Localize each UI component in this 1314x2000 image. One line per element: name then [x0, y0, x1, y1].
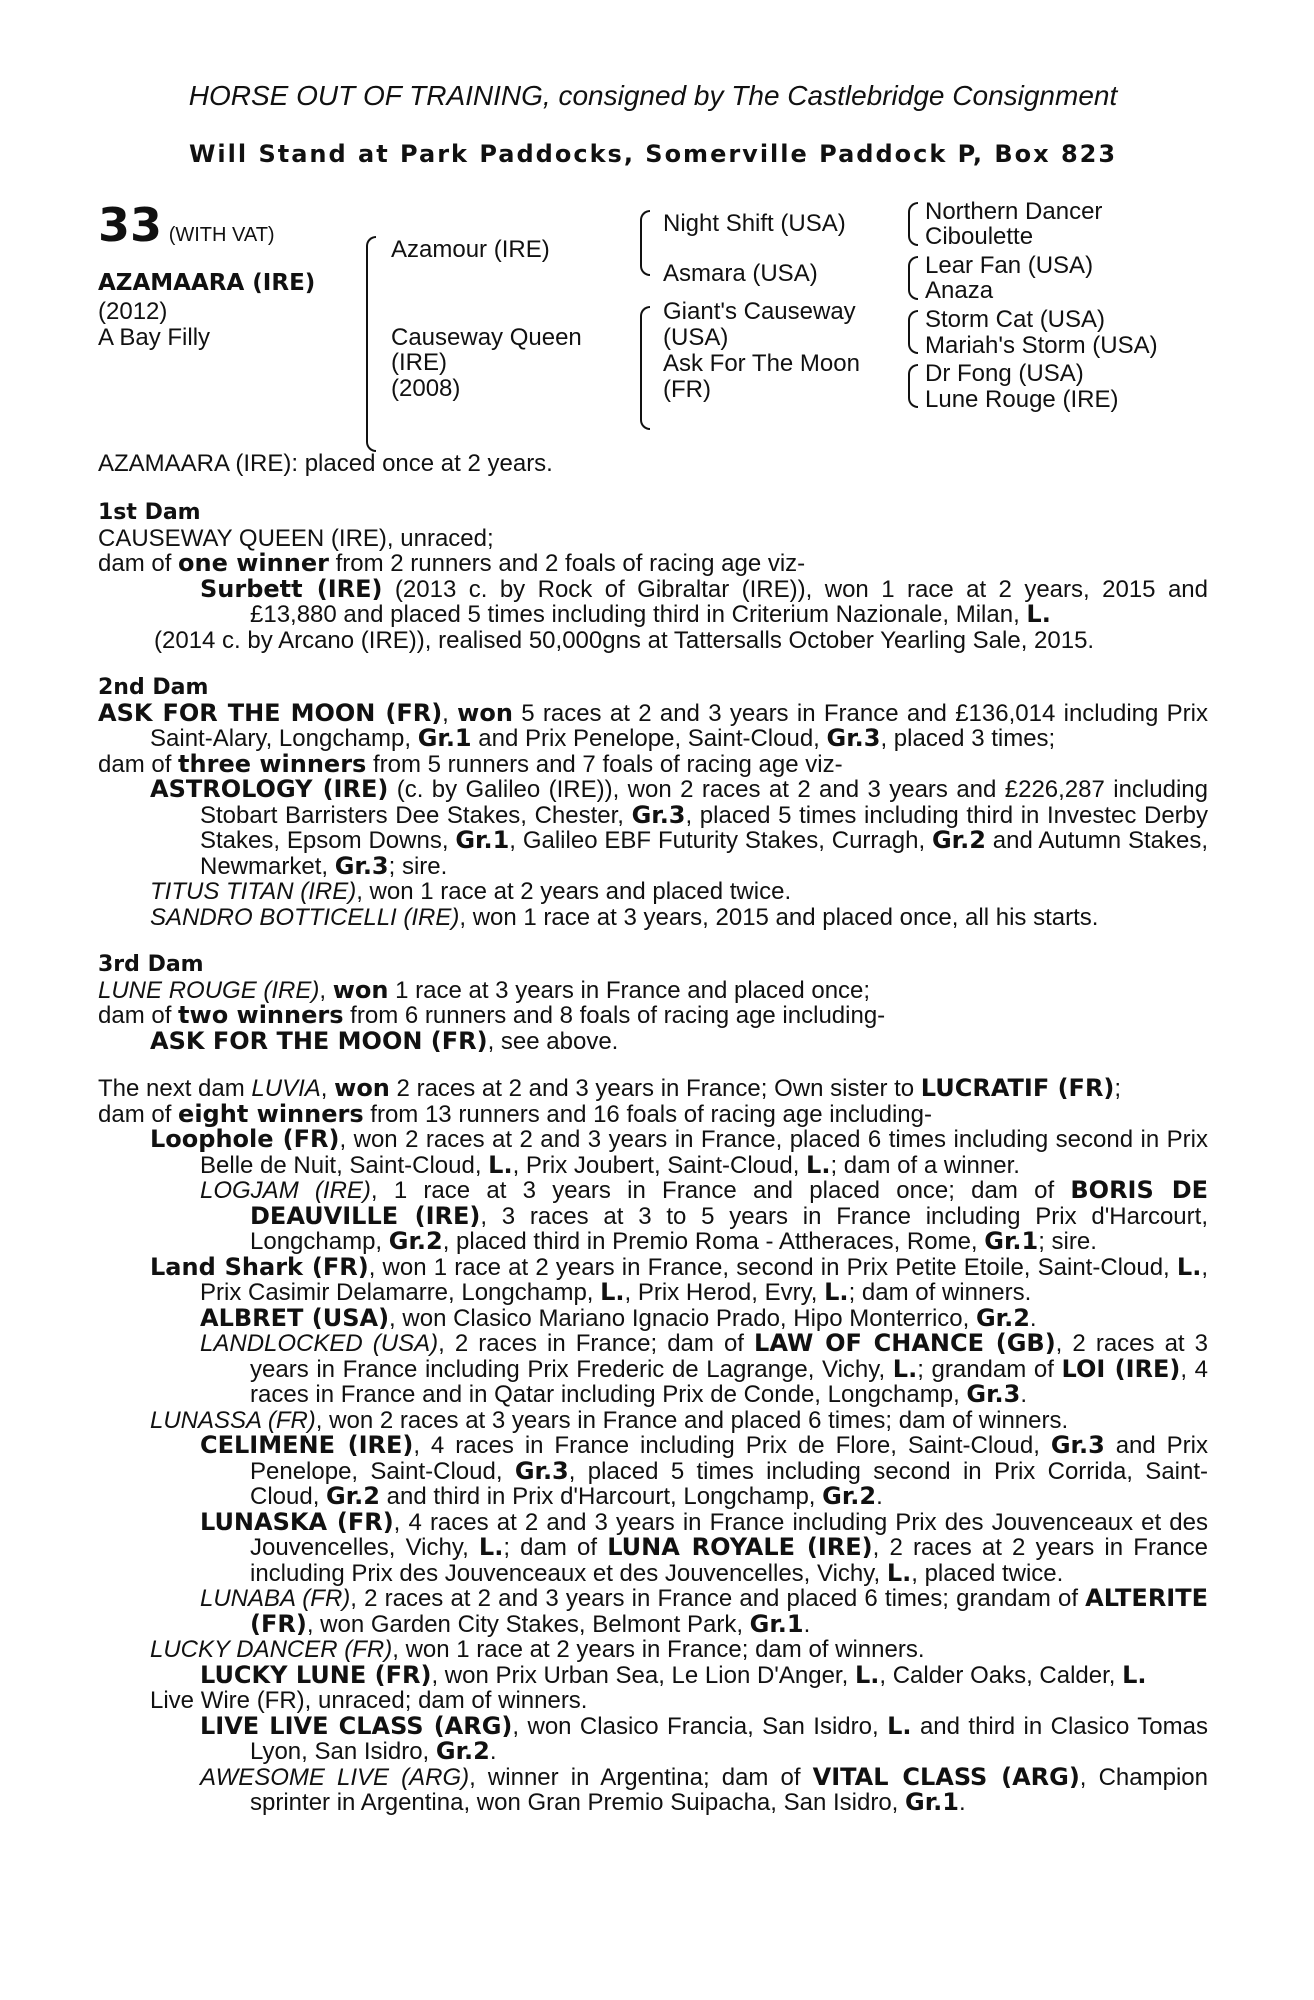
- catalogue-page: [98, 80, 1208, 1816]
- brace-g3-4: [908, 364, 918, 408]
- brace-gen1: [366, 236, 376, 452]
- brace-dam: [640, 306, 650, 430]
- produce-landshark: Land Shark (FR), won 1 race at 2 years in France, second in Prix Petite Etoile, Saint-Cloud, L., Prix Casimir Delamarre, Longchamp, L., Prix Herod, Evry, L.; dam of winners.: [150, 1252, 1209, 1306]
- g3-dsd: Mariah's Storm (USA): [925, 332, 1158, 359]
- brace-g3-1: [908, 202, 918, 246]
- first-dam-name: CAUSEWAY QUEEN (IRE), unraced;: [98, 524, 494, 552]
- produce-awesome: AWESOME LIVE (ARG), winner in Argentina; dam of VITAL CLASS (ARG), Champion sprinter in Argentina, won Gran Premio Suipacha, San Isidro, Gr.1.: [200, 1762, 1208, 1816]
- produce-askmoon: ASK FOR THE MOON (FR), see above.: [150, 1026, 619, 1055]
- third-dam-record: LUNE ROUGE (IRE), won 1 race at 3 years in France and placed once;: [98, 975, 871, 1004]
- produce-lunassa: LUNASSA (FR), won 2 races at 3 years in France and placed 6 times; dam of winners.: [150, 1406, 1069, 1434]
- stand-location: Will Stand at Park Paddocks, Somerville Paddock P, Box 823: [188, 140, 1118, 168]
- g3-dss: Storm Cat (USA): [925, 306, 1106, 333]
- dam-dam-line1: Ask For The Moon: [663, 350, 860, 377]
- g3-sds: Lear Fan (USA): [925, 252, 1094, 279]
- horse-desc: A Bay Filly: [98, 324, 211, 351]
- second-dam-heading: 2nd Dam: [98, 675, 209, 700]
- brace-g3-2: [908, 256, 918, 300]
- page-header: HORSE OUT OF TRAINING, consigned by The Castlebridge Consignment: [188, 80, 1118, 111]
- lot-number-line: [98, 198, 275, 252]
- produce-livelive: LIVE LIVE CLASS (ARG), won Clasico Francia, San Isidro, L. and third in Clasico Tomas Lyon, San Isidro, Gr.2.: [200, 1711, 1208, 1765]
- first-dam-produce-line: dam of one winner from 2 runners and 2 foals of racing age viz-: [98, 549, 806, 577]
- vat-note: (WITH VAT): [168, 224, 275, 246]
- produce-sandro: SANDRO BOTTICELLI (IRE), won 1 race at 3 years, 2015 and placed once, all his starts.: [150, 903, 1099, 931]
- first-dam-section: [98, 500, 1208, 653]
- second-dam-record: ASK FOR THE MOON (FR), won 5 races at 2 and 3 years in France and £136,014 including Prix Saint-Alary, Longchamp, Gr.1 and Prix Penelope, Saint-Cloud, Gr.3, placed 3 times;: [98, 698, 1209, 752]
- produce-titus: TITUS TITAN (IRE), won 1 race at 2 years and placed twice.: [150, 878, 792, 905]
- pedigree-table: [98, 198, 1208, 438]
- sire: Azamour (IRE): [391, 236, 550, 263]
- produce-lunaska: LUNASKA (FR), 4 races at 2 and 3 years in France including Prix des Jouvenceaux et des Jouvencelles, Vichy, L.; dam of LUNA ROYALE (IRE), 2 races at 2 years in France including Prix des Jouvenceaux et des Jouvencelles, Vichy, L., placed twice.: [200, 1507, 1208, 1587]
- next-dam-record: The next dam LUVIA, won 2 races at 2 and 3 years in France; Own sister to LUCRATIF (FR);: [98, 1074, 1122, 1102]
- sire-sire: Night Shift (USA): [663, 210, 846, 237]
- produce-surbett: Surbett (IRE) (2013 c. by Rock of Gibraltar (IRE)), won 1 race at 2 years, 2015 and £13,880 and placed 5 times including third in Criterium Nazionale, Milan, L.: [200, 574, 1208, 628]
- produce-loophole: Loophole (FR), won 2 races at 2 and 3 years in France, placed 6 times including second in Prix Belle de Nuit, Saint-Cloud, L., Prix Joubert, Saint-Cloud, L.; dam of a winner.: [150, 1125, 1208, 1179]
- horse-name: AZAMAARA (IRE): [98, 270, 316, 296]
- produce-2014: (2014 c. by Arcano (IRE)), realised 50,000gns at Tattersalls October Yearling Sale, 2015.: [154, 626, 1095, 654]
- g3-dds: Dr Fong (USA): [925, 360, 1084, 387]
- lot-number: 33: [98, 198, 163, 252]
- produce-luckylune: LUCKY LUNE (FR), won Prix Urban Sea, Le Lion D'Anger, L., Calder Oaks, Calder, L.: [200, 1660, 1147, 1689]
- produce-albret: ALBRET (USA), won Clasico Mariano Ignacio Prado, Hipo Monterrico, Gr.2.: [200, 1303, 1037, 1332]
- dam-dam-line2: (FR): [663, 376, 711, 403]
- next-dam-produce-line: dam of eight winners from 13 runners and 16 foals of racing age including-: [98, 1099, 932, 1128]
- g3-ddd: Lune Rouge (IRE): [925, 386, 1119, 413]
- dam-sire-line2: (USA): [663, 324, 729, 351]
- dam-line3: (2008): [391, 375, 461, 402]
- produce-lunaba: LUNABA (FR), 2 races at 2 and 3 years in France and placed 6 times; grandam of ALTERITE (FR), won Garden City Stakes, Belmont Park, Gr.1.: [200, 1584, 1208, 1638]
- produce-astrology: ASTROLOGY (IRE) (c. by Galileo (IRE)), won 2 races at 2 and 3 years and £226,287 including Stobart Barristers Dee Stakes, Chester, Gr.3, placed 5 times including third in Investec Derby Stakes, Epsom Downs, Gr.1, Galileo EBF Futurity Stakes, Curragh, Gr.2 and Autumn Stakes, Newmarket, Gr.3; sire.: [150, 775, 1209, 880]
- first-dam-heading: 1st Dam: [98, 500, 201, 525]
- dam-line2: (IRE): [391, 349, 447, 376]
- sire-dam: Asmara (USA): [663, 260, 818, 287]
- second-dam-produce-line: dam of three winners from 5 runners and 7 foals of racing age viz-: [98, 749, 843, 778]
- produce-celimene: CELIMENE (IRE), 4 races in France including Prix de Flore, Saint-Cloud, Gr.3 and Prix Penelope, Saint-Cloud, Gr.3, placed 5 times including second in Prix Corrida, Saint-Cloud, Gr.2 and third in Prix d'Harcourt, Longchamp, Gr.2.: [200, 1431, 1209, 1510]
- produce-livewire: Live Wire (FR), unraced; dam of winners.: [150, 1687, 588, 1714]
- third-dam-produce-line: dam of two winners from 6 runners and 8 foals of racing age including-: [98, 1001, 886, 1029]
- produce-luckydancer: LUCKY DANCER (FR), won 1 race at 2 years in France; dam of winners.: [150, 1636, 925, 1663]
- g3-sss: Northern Dancer: [925, 198, 1103, 225]
- brace-sire: [640, 210, 650, 276]
- produce-landlocked: LANDLOCKED (USA), 2 races in France; dam of LAW OF CHANCE (GB), 2 races at 3 years in France including Prix Frederic de Lagrange, Vichy, L.; grandam of LOI (IRE), 4 races in France and in Qatar including Prix de Conde, Longchamp, Gr.3.: [200, 1329, 1209, 1408]
- g3-ssd: Ciboulette: [925, 223, 1034, 250]
- brace-g3-3: [908, 310, 918, 354]
- third-dam-section: [98, 952, 1208, 1054]
- produce-logjam: LOGJAM (IRE), 1 race at 3 years in France and placed once; dam of BORIS DE DEAUVILLE (IRE), 3 races at 3 to 5 years in France including Prix d'Harcourt, Longchamp, Gr.2, placed third in Premio Roma - Attheraces, Rome, Gr.1; sire.: [200, 1176, 1209, 1255]
- next-dam-section: [98, 1076, 1208, 1816]
- race-summary: AZAMAARA (IRE): placed once at 2 years.: [98, 450, 553, 477]
- third-dam-heading: 3rd Dam: [98, 952, 204, 977]
- horse-year: (2012): [98, 298, 168, 325]
- dam-line1: Causeway Queen: [391, 324, 582, 351]
- dam-sire-line1: Giant's Causeway: [663, 298, 856, 325]
- g3-sdd: Anaza: [925, 277, 994, 304]
- second-dam-section: [98, 675, 1208, 930]
